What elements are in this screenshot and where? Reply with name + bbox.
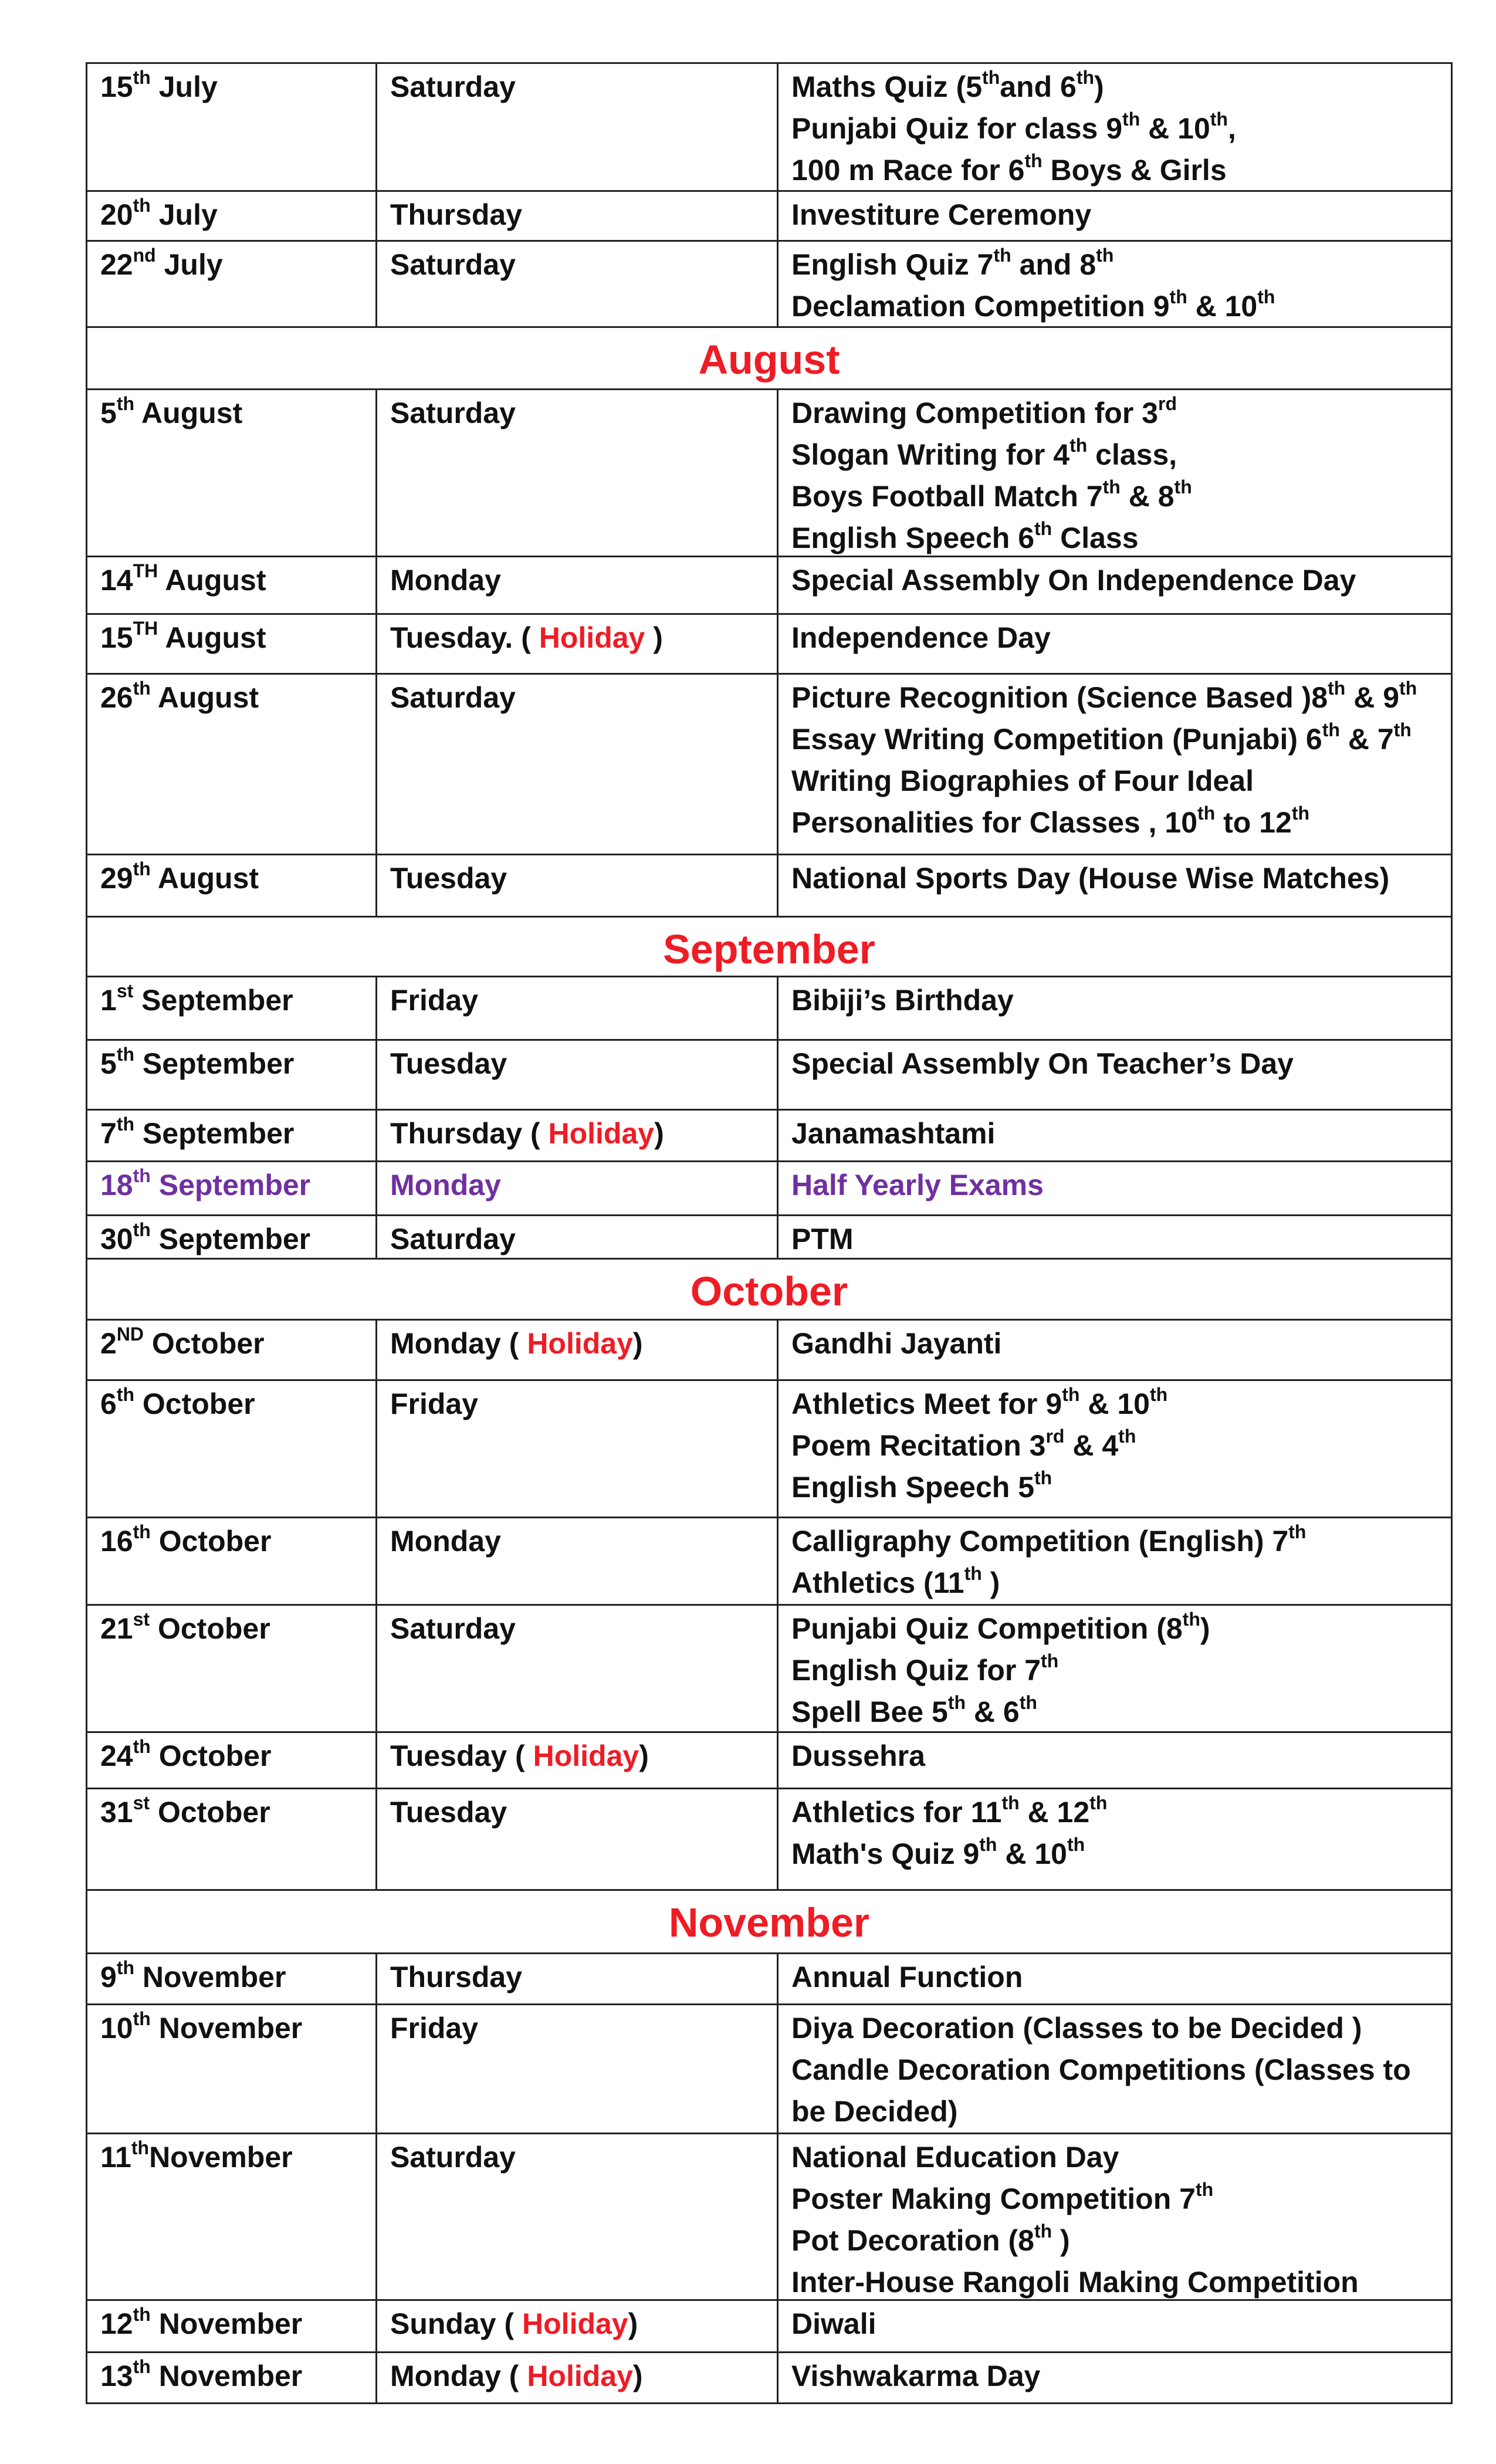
- day-text: Monday ( Holiday): [390, 2360, 643, 2392]
- day-cell: [377, 675, 779, 854]
- date-text: 2ND October: [100, 1324, 265, 1360]
- event-text: Independence Day: [791, 621, 1051, 654]
- table-row: [86, 388, 1453, 556]
- month-title: August: [698, 337, 840, 383]
- date-cell: [87, 977, 377, 1039]
- date-cell: [87, 2134, 377, 2299]
- event-text: Boys Football Match 7th & 8th: [791, 476, 1192, 513]
- day-cell: [377, 242, 779, 326]
- calendar-table: [86, 62, 1453, 2404]
- day-cell: [377, 1321, 779, 1379]
- day-text: Friday: [390, 1387, 479, 1420]
- event-cell: [779, 1041, 1451, 1109]
- event-cell: [779, 1954, 1451, 2003]
- table-row: [86, 240, 1453, 326]
- table-row: [86, 2003, 1453, 2133]
- table-row: [86, 62, 1453, 190]
- day-cell: [377, 192, 779, 240]
- day-text: Tuesday: [390, 1047, 507, 1080]
- event-text: Poem Recitation 3rd & 4th: [791, 1426, 1136, 1462]
- table-row: [86, 673, 1453, 854]
- date-text: 16th October: [100, 1521, 272, 1558]
- date-cell: [87, 1111, 377, 1160]
- event-text: Poster Making Competition 7th: [791, 2179, 1214, 2215]
- date-text: 5th September: [100, 1044, 295, 1080]
- event-text: be Decided): [791, 2095, 958, 2128]
- event-text: Vishwakarma Day: [791, 2360, 1041, 2392]
- holiday-label: Holiday: [533, 1739, 639, 1772]
- event-text: Athletics for 11th & 12th: [791, 1792, 1108, 1829]
- day-text: Friday: [390, 984, 479, 1017]
- date-text: 10th November: [100, 2008, 303, 2045]
- date-cell: [87, 1041, 377, 1109]
- day-text: Monday ( Holiday): [390, 1327, 643, 1360]
- date-text: 26th August: [100, 678, 259, 714]
- date-text: 31st October: [100, 1792, 270, 1829]
- day-text: Saturday: [390, 397, 516, 429]
- month-header-row: [86, 326, 1453, 388]
- day-cell: [377, 1518, 779, 1604]
- date-text: 11thNovember: [100, 2137, 293, 2174]
- date-cell: [87, 2353, 377, 2402]
- day-text: Monday: [390, 1525, 501, 1558]
- date-text: 30th September: [100, 1219, 311, 1255]
- day-cell: [377, 1381, 779, 1517]
- day-cell: [377, 1216, 779, 1258]
- table-row: [86, 1379, 1453, 1517]
- date-cell: [87, 1606, 377, 1731]
- date-text: 21st October: [100, 1609, 270, 1645]
- event-cell: [779, 1321, 1451, 1379]
- day-text: Saturday: [390, 681, 516, 714]
- table-row: [86, 854, 1453, 916]
- day-cell: [377, 2301, 779, 2351]
- date-cell: [87, 64, 377, 190]
- day-cell: [377, 615, 779, 673]
- date-cell: [87, 1216, 377, 1258]
- date-text: 1st September: [100, 980, 293, 1017]
- event-text: Diya Decoration (Classes to be Decided ): [791, 2012, 1362, 2045]
- date-text: 7th September: [100, 1113, 295, 1150]
- event-text: Personalities for Classes , 10th to 12th: [791, 803, 1310, 839]
- day-text: Saturday: [390, 248, 516, 281]
- table-row: [86, 1319, 1453, 1379]
- event-text: Pot Decoration (8th ): [791, 2221, 1070, 2257]
- day-cell: [377, 2134, 779, 2299]
- day-cell: [377, 855, 779, 916]
- event-text: National Education Day: [791, 2141, 1119, 2174]
- date-cell: [87, 1162, 377, 1214]
- date-cell: [87, 1789, 377, 1889]
- event-cell: [779, 1162, 1451, 1214]
- event-text: Drawing Competition for 3rd: [791, 393, 1177, 429]
- event-text: Calligraphy Competition (English) 7th: [791, 1521, 1307, 1558]
- table-row: [86, 1731, 1453, 1788]
- date-cell: [87, 192, 377, 240]
- event-text: English Quiz 7th and 8th: [791, 245, 1114, 281]
- event-text: Special Assembly On Independence Day: [791, 564, 1356, 597]
- event-cell: [779, 1606, 1451, 1731]
- day-text: Saturday: [390, 70, 516, 103]
- event-cell: [779, 977, 1451, 1039]
- date-cell: [87, 1321, 377, 1379]
- month-header-row: [86, 1258, 1453, 1319]
- day-cell: [377, 1041, 779, 1109]
- day-cell: [377, 1954, 779, 2003]
- event-cell: [779, 1381, 1451, 1517]
- event-text: Annual Function: [791, 1961, 1023, 1993]
- holiday-label: Holiday: [548, 1117, 655, 1150]
- event-text: Essay Writing Competition (Punjabi) 6th & 7th: [791, 719, 1412, 756]
- day-text: Monday: [390, 564, 501, 597]
- month-title: November: [668, 1900, 870, 1945]
- event-text: 100 m Race for 6th Boys & Girls: [791, 150, 1227, 187]
- month-title: October: [690, 1268, 848, 1314]
- table-row: [86, 2299, 1453, 2351]
- table-row: [86, 1952, 1453, 2003]
- date-cell: [87, 1518, 377, 1604]
- event-text: English Speech 5th: [791, 1467, 1052, 1504]
- table-row: [86, 1160, 1453, 1214]
- day-text: Thursday: [390, 1961, 523, 1993]
- event-text: Investiture Ceremony: [791, 198, 1092, 231]
- date-text: 14TH August: [100, 560, 266, 597]
- event-text: English Speech 6th Class: [791, 518, 1139, 554]
- event-cell: [779, 1216, 1451, 1258]
- event-cell: [779, 390, 1451, 556]
- event-text: Inter-House Rangoli Making Competition: [791, 2266, 1359, 2299]
- day-text: Tuesday: [390, 1796, 507, 1829]
- day-text: Tuesday: [390, 862, 507, 895]
- date-cell: [87, 1381, 377, 1517]
- event-text: Janamashtami: [791, 1117, 996, 1150]
- event-cell: [779, 242, 1451, 326]
- day-cell: [377, 64, 779, 190]
- event-text: Special Assembly On Teacher’s Day: [791, 1047, 1294, 1080]
- event-cell: [779, 2301, 1451, 2351]
- event-text: Punjabi Quiz Competition (8th): [791, 1609, 1210, 1645]
- table-row: [86, 1214, 1453, 1258]
- day-text: Thursday: [390, 198, 523, 231]
- table-row: [86, 976, 1453, 1039]
- date-text: 24th October: [100, 1736, 272, 1772]
- event-cell: [779, 192, 1451, 240]
- date-text: 20th July: [100, 195, 218, 231]
- date-cell: [87, 1733, 377, 1788]
- event-text: Math's Quiz 9th & 10th: [791, 1834, 1085, 1870]
- holiday-label: Holiday: [539, 621, 645, 654]
- event-text: National Sports Day (House Wise Matches): [791, 862, 1390, 895]
- event-cell: [779, 64, 1451, 190]
- day-text: Saturday: [390, 1223, 516, 1255]
- day-cell: [377, 1111, 779, 1160]
- table-row: [86, 1039, 1453, 1109]
- day-cell: [377, 2353, 779, 2402]
- day-text: Friday: [390, 2012, 479, 2045]
- event-cell: [779, 2353, 1451, 2402]
- table-row: [86, 1517, 1453, 1604]
- holiday-label: Holiday: [527, 2360, 633, 2392]
- table-row: [86, 1604, 1453, 1731]
- date-text: 5th August: [100, 393, 243, 429]
- event-text: PTM: [791, 1223, 854, 1255]
- table-row: [86, 1109, 1453, 1160]
- date-text: 13th November: [100, 2356, 303, 2392]
- day-cell: [377, 1789, 779, 1889]
- event-text: Gandhi Jayanti: [791, 1327, 1002, 1360]
- day-text: Monday: [390, 1169, 501, 1201]
- date-text: 29th August: [100, 858, 259, 895]
- day-text: Tuesday. ( Holiday ): [390, 621, 663, 654]
- event-text: Bibiji’s Birthday: [791, 984, 1014, 1017]
- month-header-row: [86, 916, 1453, 976]
- day-cell: [377, 2005, 779, 2133]
- table-row: [86, 556, 1453, 613]
- event-cell: [779, 2134, 1451, 2299]
- event-cell: [779, 557, 1451, 613]
- event-text: Athletics (11th ): [791, 1563, 1000, 1599]
- event-cell: [779, 1789, 1451, 1889]
- date-cell: [87, 242, 377, 326]
- date-cell: [87, 675, 377, 854]
- day-text: Saturday: [390, 2141, 516, 2174]
- date-text: 6th October: [100, 1384, 255, 1420]
- day-cell: [377, 390, 779, 556]
- date-text: 15TH August: [100, 618, 266, 654]
- event-cell: [779, 1111, 1451, 1160]
- date-cell: [87, 1954, 377, 2003]
- day-text: Sunday ( Holiday): [390, 2307, 638, 2340]
- holiday-label: Holiday: [527, 1327, 633, 1360]
- event-cell: [779, 615, 1451, 673]
- day-text: Tuesday ( Holiday): [390, 1739, 649, 1772]
- date-text: 15th July: [100, 67, 218, 103]
- date-cell: [87, 2301, 377, 2351]
- table-row: [86, 190, 1453, 240]
- day-cell: [377, 1606, 779, 1731]
- event-text: Maths Quiz (5thand 6th): [791, 67, 1104, 103]
- event-text: Picture Recognition (Science Based )8th & 9th: [791, 678, 1417, 714]
- day-text: Thursday ( Holiday): [390, 1117, 664, 1150]
- date-cell: [87, 2005, 377, 2133]
- event-text: Diwali: [791, 2307, 876, 2340]
- table-row: [86, 2133, 1453, 2299]
- day-cell: [377, 557, 779, 613]
- event-text: Punjabi Quiz for class 9th & 10th,: [791, 109, 1236, 145]
- table-row: [86, 1788, 1453, 1889]
- event-text: Declamation Competition 9th & 10th: [791, 286, 1275, 323]
- table-row: [86, 2351, 1453, 2404]
- holiday-label: Holiday: [522, 2307, 628, 2340]
- event-text: Writing Biographies of Four Ideal: [791, 764, 1254, 797]
- event-cell: [779, 855, 1451, 916]
- table-row: [86, 613, 1453, 673]
- date-cell: [87, 855, 377, 916]
- month-header-row: [86, 1889, 1453, 1952]
- day-cell: [377, 977, 779, 1039]
- day-cell: [377, 1162, 779, 1214]
- date-text: 18th September: [100, 1165, 311, 1201]
- month-title: September: [663, 926, 875, 972]
- date-text: 22nd July: [100, 245, 223, 281]
- event-cell: [779, 2005, 1451, 2133]
- day-text: Saturday: [390, 1612, 516, 1645]
- date-cell: [87, 390, 377, 556]
- event-text: Slogan Writing for 4th class,: [791, 435, 1177, 471]
- event-text: Half Yearly Exams: [791, 1169, 1044, 1201]
- event-cell: [779, 1733, 1451, 1788]
- event-cell: [779, 1518, 1451, 1604]
- event-text: English Quiz for 7th: [791, 1650, 1059, 1687]
- date-cell: [87, 557, 377, 613]
- date-text: 12th November: [100, 2304, 303, 2340]
- event-text: Dussehra: [791, 1739, 925, 1772]
- date-cell: [87, 615, 377, 673]
- day-cell: [377, 1733, 779, 1788]
- date-text: 9th November: [100, 1957, 286, 1993]
- event-cell: [779, 675, 1451, 854]
- event-text: Athletics Meet for 9th & 10th: [791, 1384, 1168, 1420]
- event-text: Candle Decoration Competitions (Classes to: [791, 2053, 1411, 2086]
- event-text: Spell Bee 5th & 6th: [791, 1692, 1037, 1728]
